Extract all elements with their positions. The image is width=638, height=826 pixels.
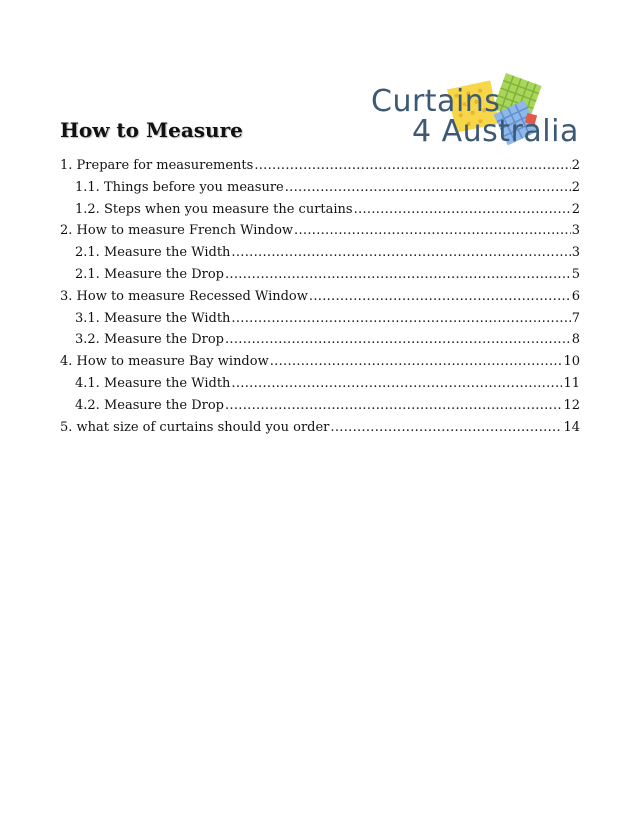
table-of-contents	[60, 155, 580, 438]
toc-entry-page-number: 5	[571, 266, 580, 282]
toc-dot-leader	[231, 242, 570, 264]
toc-entry[interactable]	[60, 373, 580, 395]
toc-entry-page-number: 11	[563, 375, 580, 391]
company-logo	[366, 70, 579, 149]
toc-entry-label: 4.2. Measure the Drop	[75, 397, 224, 413]
toc-entry-label: 2.1. Measure the Drop	[75, 266, 224, 282]
toc-dot-leader	[254, 155, 570, 177]
toc-dot-leader	[285, 177, 571, 199]
toc-entry[interactable]	[60, 286, 580, 308]
toc-entry[interactable]	[60, 351, 580, 373]
toc-entry-label: 3.2. Measure the Drop	[75, 332, 224, 348]
toc-entry-page-number: 2	[571, 201, 580, 217]
toc-entry-page-number: 3	[571, 245, 580, 261]
toc-entry-label: 4. How to measure Bay window	[60, 354, 269, 370]
toc-dot-leader	[225, 329, 571, 351]
toc-entry[interactable]	[60, 155, 580, 177]
toc-entry[interactable]	[60, 199, 580, 221]
toc-dot-leader	[231, 308, 570, 330]
toc-entry-page-number: 12	[563, 397, 580, 413]
toc-dot-leader	[225, 264, 571, 286]
toc-entry-label: 4.1. Measure the Width	[75, 375, 231, 391]
toc-entry[interactable]	[60, 220, 580, 242]
logo-text-line2: 4 Australia	[412, 114, 579, 149]
toc-dot-leader	[231, 373, 562, 395]
toc-entry-page-number: 3	[571, 223, 580, 239]
toc-entry-label: 1.1. Things before you measure	[75, 179, 284, 195]
toc-entry-label: 1.2. Steps when you measure the curtains	[75, 201, 353, 217]
toc-entry-label: 2. How to measure French Window	[60, 223, 294, 239]
toc-entry[interactable]	[60, 308, 580, 330]
toc-entry-label: 1. Prepare for measurements	[60, 158, 254, 173]
page-title: How to Measure	[60, 118, 243, 142]
toc-entry[interactable]	[60, 242, 580, 264]
toc-entry-label: 2.1. Measure the Width	[75, 245, 231, 261]
toc-entry-page-number: 7	[571, 310, 580, 326]
toc-dot-leader	[270, 351, 563, 373]
toc-entry-page-number: 2	[571, 179, 580, 195]
toc-entry-label: 3. How to measure Recessed Window	[60, 288, 308, 304]
toc-entry-page-number: 14	[563, 419, 580, 435]
toc-dot-leader	[309, 286, 571, 308]
toc-entry[interactable]	[60, 177, 580, 199]
toc-dot-leader	[330, 417, 562, 439]
toc-dot-leader	[225, 395, 562, 417]
toc-entry-label: 3.1. Measure the Width	[75, 310, 231, 326]
toc-entry-page-number: 6	[571, 288, 580, 304]
toc-entry-page-number: 8	[571, 332, 580, 348]
toc-dot-leader	[294, 220, 571, 242]
toc-entry[interactable]	[60, 417, 580, 439]
toc-dot-leader	[354, 199, 571, 221]
toc-entry[interactable]	[60, 395, 580, 417]
toc-entry-label: 5. what size of curtains should you order	[60, 419, 330, 435]
toc-entry-page-number: 2	[571, 158, 580, 173]
toc-entry[interactable]	[60, 329, 580, 351]
toc-entry[interactable]	[60, 264, 580, 286]
logo-text-line1: Curtains	[371, 84, 501, 119]
toc-entry-page-number: 10	[563, 354, 580, 370]
